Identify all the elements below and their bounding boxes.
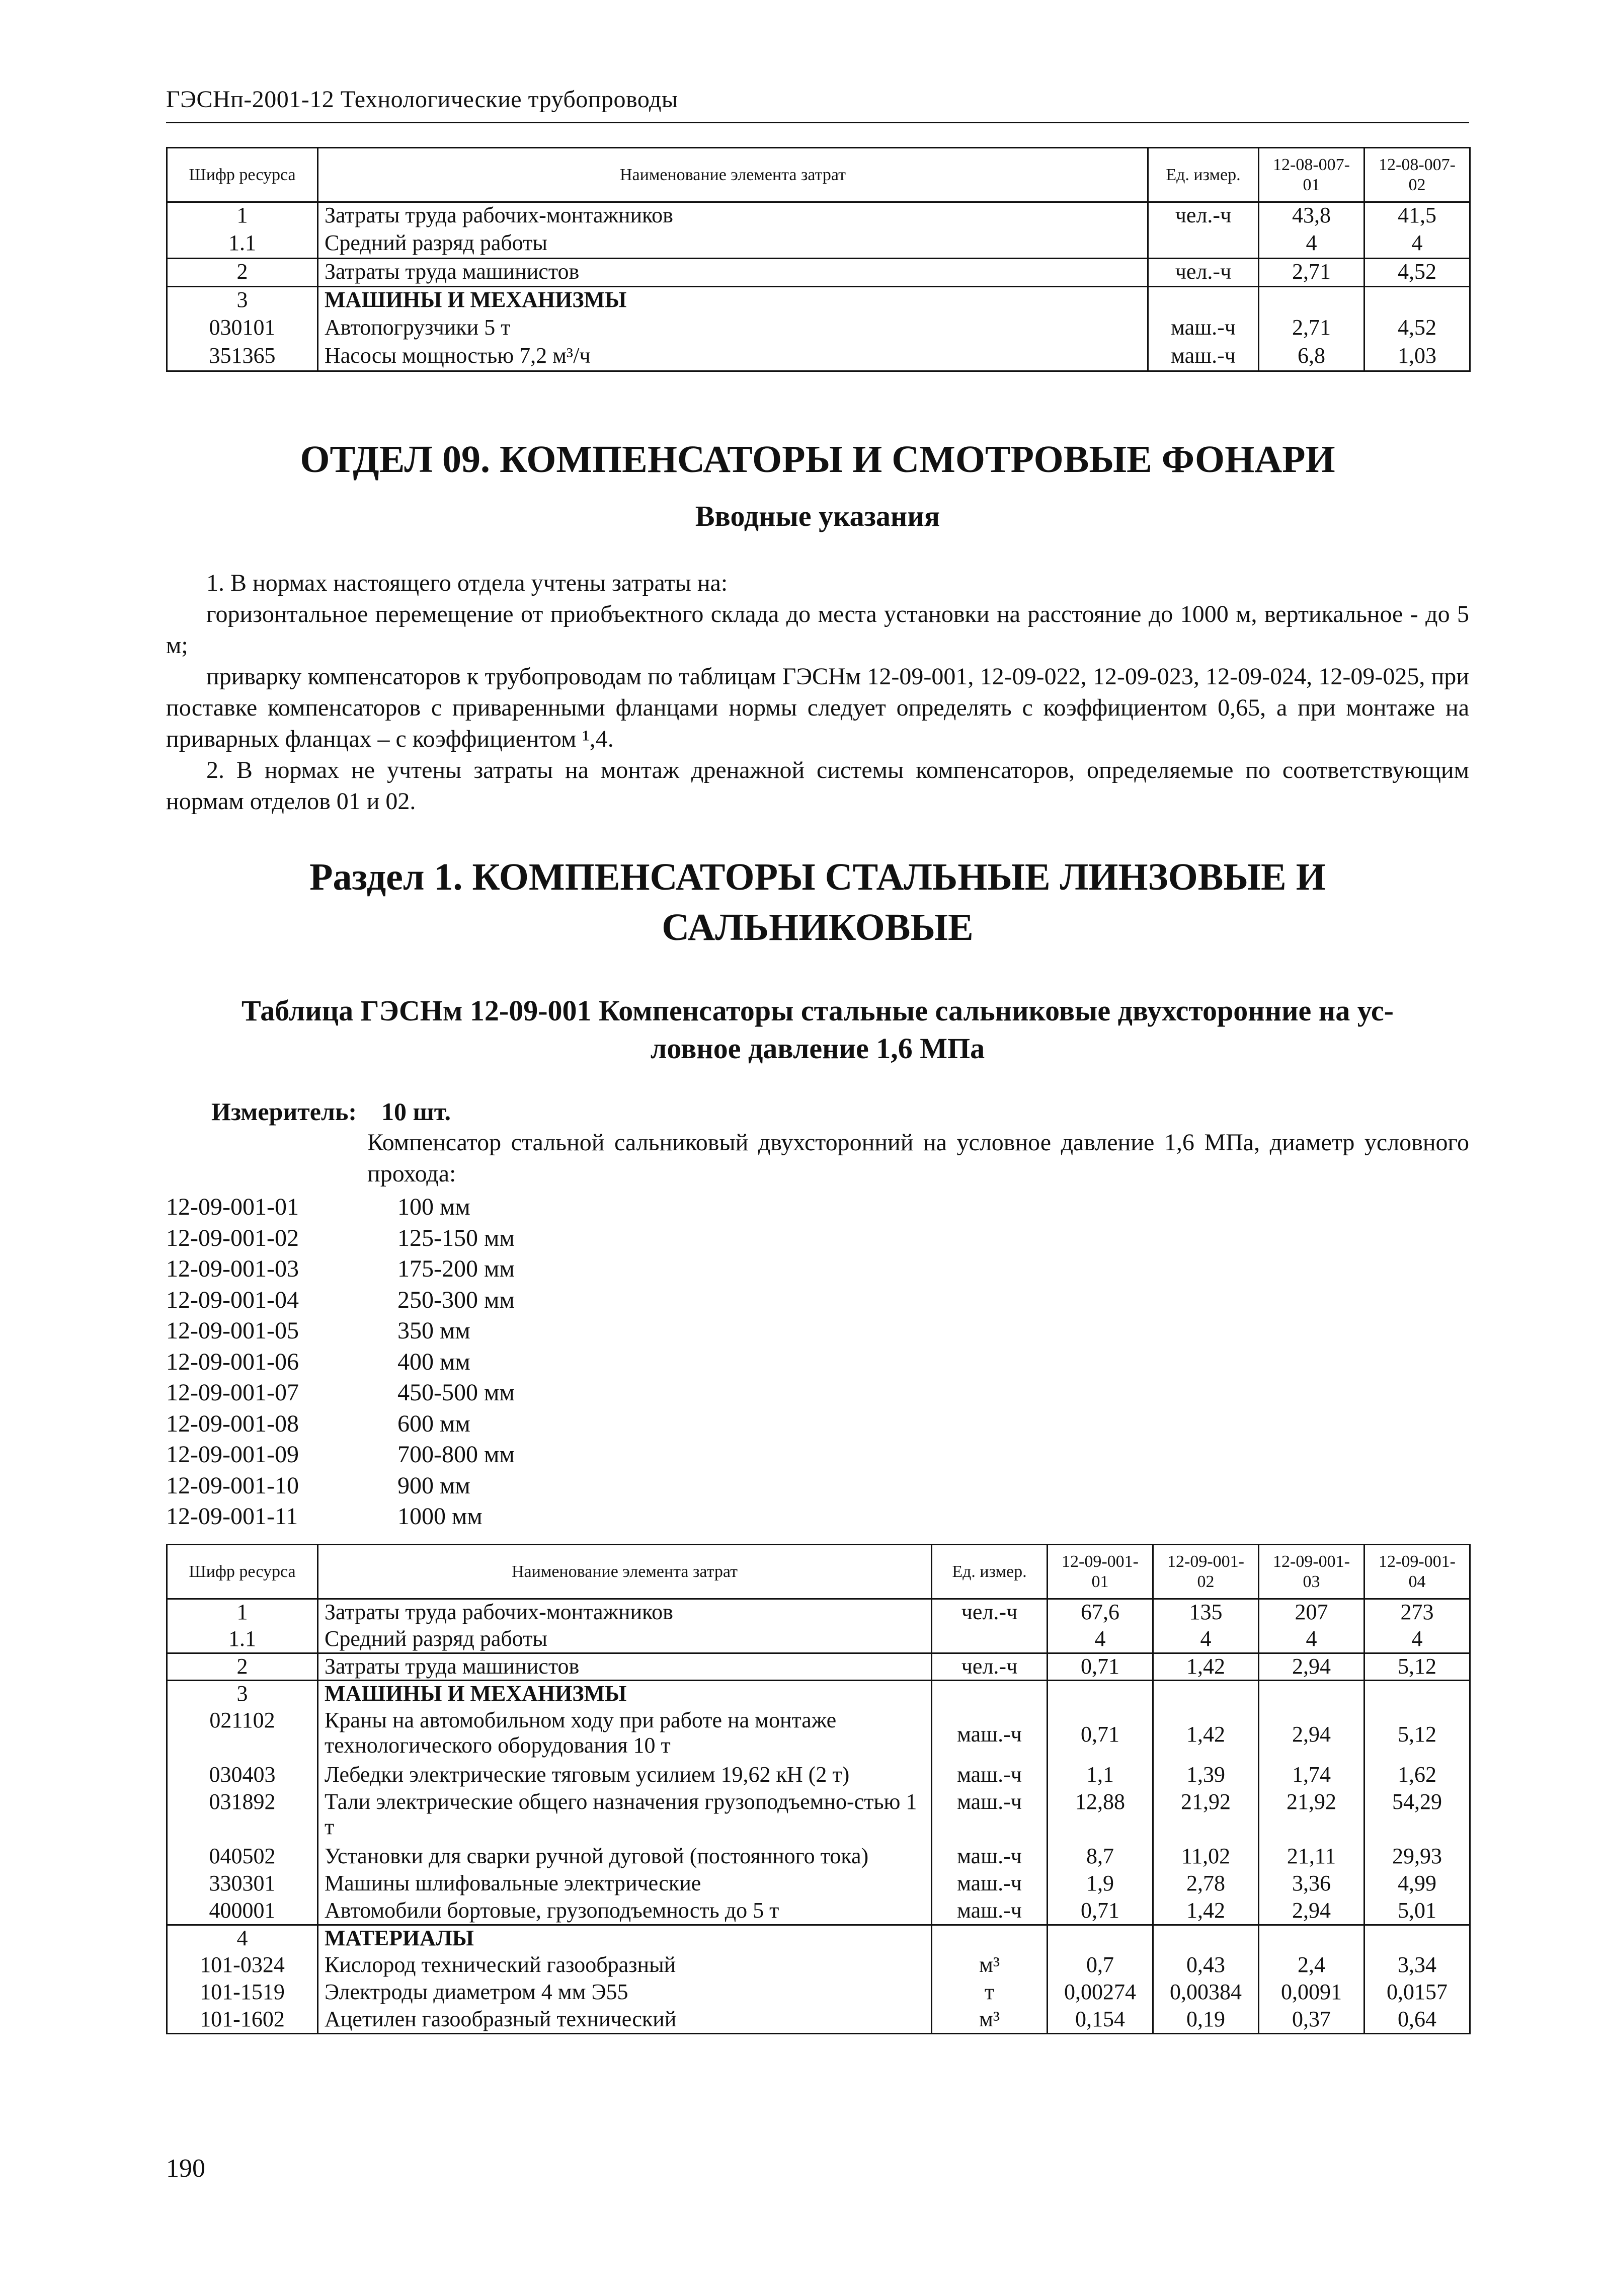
cell-code: 4 bbox=[167, 1925, 318, 1952]
intro-paragraph-4-text: 2. В нормах не учтены затраты на монтаж дренажной системы компенсаторов, определяемые по соответствующим нормам отделов 01 и 02. bbox=[166, 757, 1469, 815]
col-header-name: Наименование элемента затрат bbox=[318, 1545, 932, 1599]
cell-code: 101-1519 bbox=[167, 1980, 318, 2007]
list-item bbox=[166, 1285, 515, 1316]
cell-value: 2,94 bbox=[1259, 1708, 1364, 1762]
cell-value: 0,0091 bbox=[1259, 1980, 1364, 2007]
col-header-norm: 12-09-001-01 bbox=[1048, 1545, 1153, 1599]
cell-unit: м³ bbox=[932, 1952, 1048, 1980]
section-title: ОТДЕЛ 09. КОМПЕНСАТОРЫ И СМОТРОВЫЕ ФОНАРИ bbox=[300, 438, 1335, 481]
cost-table-12-08-007 bbox=[166, 147, 1471, 372]
cell-unit: маш.-ч bbox=[1148, 343, 1259, 371]
table-row bbox=[167, 1871, 1470, 1898]
cell-value: 1,42 bbox=[1153, 1653, 1259, 1681]
table-row bbox=[167, 230, 1470, 259]
table-group bbox=[167, 1681, 1470, 1925]
table-group bbox=[167, 1599, 1470, 1653]
intro-paragraph-2 bbox=[166, 599, 1469, 661]
norm-code: 12-09-001-11 bbox=[166, 1503, 298, 1530]
table-row bbox=[167, 1925, 1470, 1952]
cell-code: 040502 bbox=[167, 1844, 318, 1871]
cell-value: 5,12 bbox=[1364, 1653, 1470, 1681]
cell-value: 1,03 bbox=[1364, 343, 1470, 371]
cell-code: 1.1 bbox=[167, 1626, 318, 1653]
cell-value: 67,6 bbox=[1048, 1599, 1153, 1626]
cell-value: 0,71 bbox=[1048, 1708, 1153, 1762]
cell-value bbox=[1153, 1681, 1259, 1708]
norm-size: 100 мм bbox=[397, 1194, 470, 1220]
cell-value: 1,42 bbox=[1153, 1898, 1259, 1925]
intro-paragraph-1 bbox=[166, 568, 1469, 599]
intro-paragraph-3-text: приварку компенсаторов к трубопроводам по таблицам ГЭСНм 12-09-001, 12-09-022, 12-09-023, 12-09-024, 12-09-025, при поставке компенсаторов с приваренными фланцами нормы следует определять с коэффициентом 0,65, а при монтаже на приварных фланцах – с коэффициентом ¹,4. bbox=[166, 663, 1469, 752]
table-row bbox=[167, 1653, 1470, 1681]
cell-unit: маш.-ч bbox=[1148, 315, 1259, 343]
norm-size: 1000 мм bbox=[397, 1503, 483, 1530]
cell-code: 1.1 bbox=[167, 230, 318, 259]
table-row bbox=[167, 1708, 1470, 1762]
table-row bbox=[167, 343, 1470, 371]
col-header-norm: 12-08-007-01 bbox=[1259, 148, 1364, 202]
cell-value: 4 bbox=[1364, 1626, 1470, 1653]
cell-code: 1 bbox=[167, 1599, 318, 1626]
cell-unit: т bbox=[932, 1980, 1048, 2007]
table-row bbox=[167, 2007, 1470, 2034]
cell-unit: маш.-ч bbox=[932, 1762, 1048, 1789]
cell-code: 101-1602 bbox=[167, 2007, 318, 2034]
table-row bbox=[167, 1789, 1470, 1844]
col-header-name: Наименование элемента затрат bbox=[318, 148, 1148, 202]
cell-value: 0,7 bbox=[1048, 1952, 1153, 1980]
cell-unit: чел.-ч bbox=[1148, 259, 1259, 287]
col-header-code: Шифр ресурса bbox=[167, 1545, 318, 1599]
cell-section-heading: МАТЕРИАЛЫ bbox=[318, 1925, 932, 1952]
cell-unit: чел.-ч bbox=[932, 1653, 1048, 1681]
cell-name: Затраты труда машинистов bbox=[318, 259, 1148, 287]
cell-section-heading: МАШИНЫ И МЕХАНИЗМЫ bbox=[318, 287, 1148, 315]
table-row bbox=[167, 1599, 1470, 1626]
cell-code: 101-0324 bbox=[167, 1952, 318, 1980]
meter-label: Измеритель: bbox=[211, 1097, 357, 1126]
cell-value: 1,62 bbox=[1364, 1762, 1470, 1789]
cell-value: 0,43 bbox=[1153, 1952, 1259, 1980]
cell-value: 43,8 bbox=[1259, 202, 1364, 230]
cell-value: 3,34 bbox=[1364, 1952, 1470, 1980]
cell-code: 351365 bbox=[167, 343, 318, 371]
cell-unit bbox=[932, 1626, 1048, 1653]
table-group bbox=[167, 287, 1470, 371]
cell-value: 0,0157 bbox=[1364, 1980, 1470, 2007]
cell-value bbox=[1048, 1925, 1153, 1952]
cell-value bbox=[1364, 287, 1470, 315]
meter bbox=[211, 1097, 451, 1126]
cost-table-12-09-001 bbox=[166, 1544, 1471, 2034]
col-header-unit: Ед. измер. bbox=[1148, 148, 1259, 202]
cell-value: 54,29 bbox=[1364, 1789, 1470, 1844]
intro-paragraph-1-text: 1. В нормах настоящего отдела учтены затраты на: bbox=[206, 570, 728, 596]
cell-unit: маш.-ч bbox=[932, 1871, 1048, 1898]
norm-code: 12-09-001-07 bbox=[166, 1379, 299, 1406]
table-row bbox=[167, 1952, 1470, 1980]
norm-size: 700-800 мм bbox=[397, 1441, 515, 1468]
norm-code: 12-09-001-10 bbox=[166, 1472, 299, 1499]
col-header-norm: 12-09-001-03 bbox=[1259, 1545, 1364, 1599]
cell-name: Автопогрузчики 5 т bbox=[318, 315, 1148, 343]
norm-code-list bbox=[166, 1192, 515, 1532]
cell-value bbox=[1259, 1681, 1364, 1708]
cell-value: 4,52 bbox=[1364, 315, 1470, 343]
cell-value: 3,36 bbox=[1259, 1871, 1364, 1898]
part-title-line-2: САЛЬНИКОВЫЕ bbox=[662, 906, 974, 948]
cell-value: 1,39 bbox=[1153, 1762, 1259, 1789]
cell-value: 2,78 bbox=[1153, 1871, 1259, 1898]
col-header-norm: 12-08-007-02 bbox=[1364, 148, 1470, 202]
cell-code: 3 bbox=[167, 1681, 318, 1708]
cell-value bbox=[1364, 1681, 1470, 1708]
list-item bbox=[166, 1501, 515, 1532]
col-header-unit: Ед. измер. bbox=[932, 1545, 1048, 1599]
cell-value: 0,37 bbox=[1259, 2007, 1364, 2034]
norm-code: 12-09-001-05 bbox=[166, 1317, 299, 1344]
meter-description: Компенсатор стальной сальниковый двухсторонний на условное давление 1,6 МПа, диаметр условного прохода: bbox=[367, 1129, 1469, 1187]
norm-code: 12-09-001-01 bbox=[166, 1194, 299, 1220]
cell-value bbox=[1364, 1925, 1470, 1952]
cell-value: 5,01 bbox=[1364, 1898, 1470, 1925]
cell-value: 1,74 bbox=[1259, 1762, 1364, 1789]
cell-name: Электроды диаметром 4 мм Э55 bbox=[318, 1980, 932, 2007]
norm-size: 900 мм bbox=[397, 1472, 470, 1499]
cell-value: 4 bbox=[1259, 1626, 1364, 1653]
cell-code: 330301 bbox=[167, 1871, 318, 1898]
cell-value bbox=[1048, 1681, 1153, 1708]
norm-size: 350 мм bbox=[397, 1317, 470, 1344]
list-item bbox=[166, 1347, 515, 1378]
cell-unit bbox=[932, 1681, 1048, 1708]
col-header-norm: 12-09-001-04 bbox=[1364, 1545, 1470, 1599]
cell-value: 273 bbox=[1364, 1599, 1470, 1626]
cell-code: 021102 bbox=[167, 1708, 318, 1762]
page-number: 190 bbox=[166, 2154, 205, 2183]
cell-name: Тали электрические общего назначения грузоподъемно-стью 1 т bbox=[318, 1789, 932, 1844]
col-header-norm: 12-09-001-02 bbox=[1153, 1545, 1259, 1599]
cell-code: 3 bbox=[167, 287, 318, 315]
cell-unit bbox=[932, 1925, 1048, 1952]
header-rule bbox=[166, 122, 1469, 123]
cell-name: Затраты труда рабочих-монтажников bbox=[318, 202, 1148, 230]
cell-code: 030101 bbox=[167, 315, 318, 343]
norm-size: 175-200 мм bbox=[397, 1255, 515, 1282]
cell-value bbox=[1153, 1925, 1259, 1952]
col-header-code: Шифр ресурса bbox=[167, 148, 318, 202]
list-item bbox=[166, 1408, 515, 1440]
cell-value bbox=[1259, 287, 1364, 315]
table-group bbox=[167, 202, 1470, 259]
cell-value: 1,42 bbox=[1153, 1708, 1259, 1762]
norm-size: 125-150 мм bbox=[397, 1224, 515, 1251]
intro-paragraph-3 bbox=[166, 661, 1469, 755]
table-row bbox=[167, 287, 1470, 315]
list-item bbox=[166, 1253, 515, 1285]
cell-name: Краны на автомобильном ходу при работе на монтаже технологического оборудования 10 т bbox=[318, 1708, 932, 1762]
table-group bbox=[167, 259, 1470, 287]
cell-unit bbox=[1148, 287, 1259, 315]
cell-code: 2 bbox=[167, 259, 318, 287]
cell-code: 031892 bbox=[167, 1789, 318, 1844]
cell-value: 2,4 bbox=[1259, 1952, 1364, 1980]
cell-unit: маш.-ч bbox=[932, 1708, 1048, 1762]
cell-value: 5,12 bbox=[1364, 1708, 1470, 1762]
cell-value: 2,71 bbox=[1259, 259, 1364, 287]
cell-name: Машины шлифовальные электрические bbox=[318, 1871, 932, 1898]
cell-name: Затраты труда рабочих-монтажников bbox=[318, 1599, 932, 1626]
cell-unit: чел.-ч bbox=[1148, 202, 1259, 230]
table-title-line-1: Таблица ГЭСНм 12-09-001 Компенсаторы стальные сальниковые двухсторонние на ус- bbox=[241, 994, 1394, 1027]
norm-code: 12-09-001-06 bbox=[166, 1348, 299, 1375]
cell-value: 4 bbox=[1048, 1626, 1153, 1653]
cell-value: 4,99 bbox=[1364, 1871, 1470, 1898]
table-row bbox=[167, 202, 1470, 230]
cell-section-heading: МАШИНЫ И МЕХАНИЗМЫ bbox=[318, 1681, 932, 1708]
intro-paragraph-4 bbox=[166, 755, 1469, 817]
cell-value: 21,92 bbox=[1153, 1789, 1259, 1844]
cell-unit: маш.-ч bbox=[932, 1789, 1048, 1844]
cell-value: 0,00384 bbox=[1153, 1980, 1259, 2007]
cell-value: 2,94 bbox=[1259, 1653, 1364, 1681]
cell-value: 0,00274 bbox=[1048, 1980, 1153, 2007]
table-group bbox=[167, 1925, 1470, 2034]
cell-unit bbox=[1148, 230, 1259, 259]
table-row bbox=[167, 1980, 1470, 2007]
part-title-line-1: Раздел 1. КОМПЕНСАТОРЫ СТАЛЬНЫЕ ЛИНЗОВЫЕ И bbox=[309, 856, 1326, 898]
list-item bbox=[166, 1192, 515, 1223]
cell-name: Ацетилен газообразный технический bbox=[318, 2007, 932, 2034]
cell-unit: чел.-ч bbox=[932, 1599, 1048, 1626]
cell-value: 2,94 bbox=[1259, 1898, 1364, 1925]
norm-code: 12-09-001-08 bbox=[166, 1410, 299, 1437]
cell-name: Лебедки электрические тяговым усилием 19,62 кН (2 т) bbox=[318, 1762, 932, 1789]
norm-code: 12-09-001-04 bbox=[166, 1286, 299, 1313]
cell-code: 030403 bbox=[167, 1762, 318, 1789]
cell-name: Затраты труда машинистов bbox=[318, 1653, 932, 1681]
cell-name: Средний разряд работы bbox=[318, 230, 1148, 259]
cell-value: 135 bbox=[1153, 1599, 1259, 1626]
cell-value: 4 bbox=[1153, 1626, 1259, 1653]
cell-name: Автомобили бортовые, грузоподъемность до 5 т bbox=[318, 1898, 932, 1925]
cell-value: 4 bbox=[1259, 230, 1364, 259]
cell-value: 12,88 bbox=[1048, 1789, 1153, 1844]
cell-value: 21,92 bbox=[1259, 1789, 1364, 1844]
cell-code: 1 bbox=[167, 202, 318, 230]
cell-code: 2 bbox=[167, 1653, 318, 1681]
table-row bbox=[167, 259, 1470, 287]
cell-unit: маш.-ч bbox=[932, 1898, 1048, 1925]
cell-value bbox=[1259, 1925, 1364, 1952]
cell-value: 0,19 bbox=[1153, 2007, 1259, 2034]
cell-value: 0,154 bbox=[1048, 2007, 1153, 2034]
table-row bbox=[167, 1898, 1470, 1925]
table-title-line-2: ловное давление 1,6 МПа bbox=[650, 1032, 985, 1065]
cell-value: 0,71 bbox=[1048, 1653, 1153, 1681]
cell-value: 4,52 bbox=[1364, 259, 1470, 287]
norm-code: 12-09-001-09 bbox=[166, 1441, 299, 1468]
norm-size: 600 мм bbox=[397, 1410, 470, 1437]
norm-code: 12-09-001-02 bbox=[166, 1224, 299, 1251]
intro-title: Вводные указания bbox=[695, 500, 940, 532]
table-group bbox=[167, 1653, 1470, 1681]
table-row bbox=[167, 1681, 1470, 1708]
cell-value: 207 bbox=[1259, 1599, 1364, 1626]
list-item bbox=[166, 1315, 515, 1347]
cell-name: Средний разряд работы bbox=[318, 1626, 932, 1653]
table-row bbox=[167, 1762, 1470, 1789]
list-item bbox=[166, 1470, 515, 1501]
cell-value: 6,8 bbox=[1259, 343, 1364, 371]
cell-value: 29,93 bbox=[1364, 1844, 1470, 1871]
norm-code: 12-09-001-03 bbox=[166, 1255, 299, 1282]
cell-value: 1,1 bbox=[1048, 1762, 1153, 1789]
cell-value: 4 bbox=[1364, 230, 1470, 259]
cell-code: 400001 bbox=[167, 1898, 318, 1925]
cell-value: 0,64 bbox=[1364, 2007, 1470, 2034]
cell-name: Насосы мощностью 7,2 м³/ч bbox=[318, 343, 1148, 371]
list-item bbox=[166, 1223, 515, 1254]
cell-value: 1,9 bbox=[1048, 1871, 1153, 1898]
cell-value: 2,71 bbox=[1259, 315, 1364, 343]
table-row bbox=[167, 315, 1470, 343]
cell-value: 8,7 bbox=[1048, 1844, 1153, 1871]
meter-value: 10 шт. bbox=[381, 1097, 451, 1126]
cell-name: Установки для сварки ручной дуговой (постоянного тока) bbox=[318, 1844, 932, 1871]
cell-name: Кислород технический газообразный bbox=[318, 1952, 932, 1980]
table-row bbox=[167, 1844, 1470, 1871]
page-header-title: ГЭСНп-2001-12 Технологические трубопроводы bbox=[166, 86, 678, 113]
norm-size: 450-500 мм bbox=[397, 1379, 515, 1406]
intro-paragraph-2-text: горизонтальное перемещение от приобъектного склада до места установки на расстояние до 1000 м, вертикальное - до 5 м; bbox=[166, 601, 1469, 659]
norm-size: 250-300 мм bbox=[397, 1286, 515, 1313]
cell-unit: маш.-ч bbox=[932, 1844, 1048, 1871]
cell-value: 0,71 bbox=[1048, 1898, 1153, 1925]
cell-value: 41,5 bbox=[1364, 202, 1470, 230]
cell-unit: м³ bbox=[932, 2007, 1048, 2034]
list-item bbox=[166, 1439, 515, 1470]
norm-size: 400 мм bbox=[397, 1348, 470, 1375]
cell-value: 11,02 bbox=[1153, 1844, 1259, 1871]
cell-value: 21,11 bbox=[1259, 1844, 1364, 1871]
list-item bbox=[166, 1377, 515, 1408]
table-row bbox=[167, 1626, 1470, 1653]
